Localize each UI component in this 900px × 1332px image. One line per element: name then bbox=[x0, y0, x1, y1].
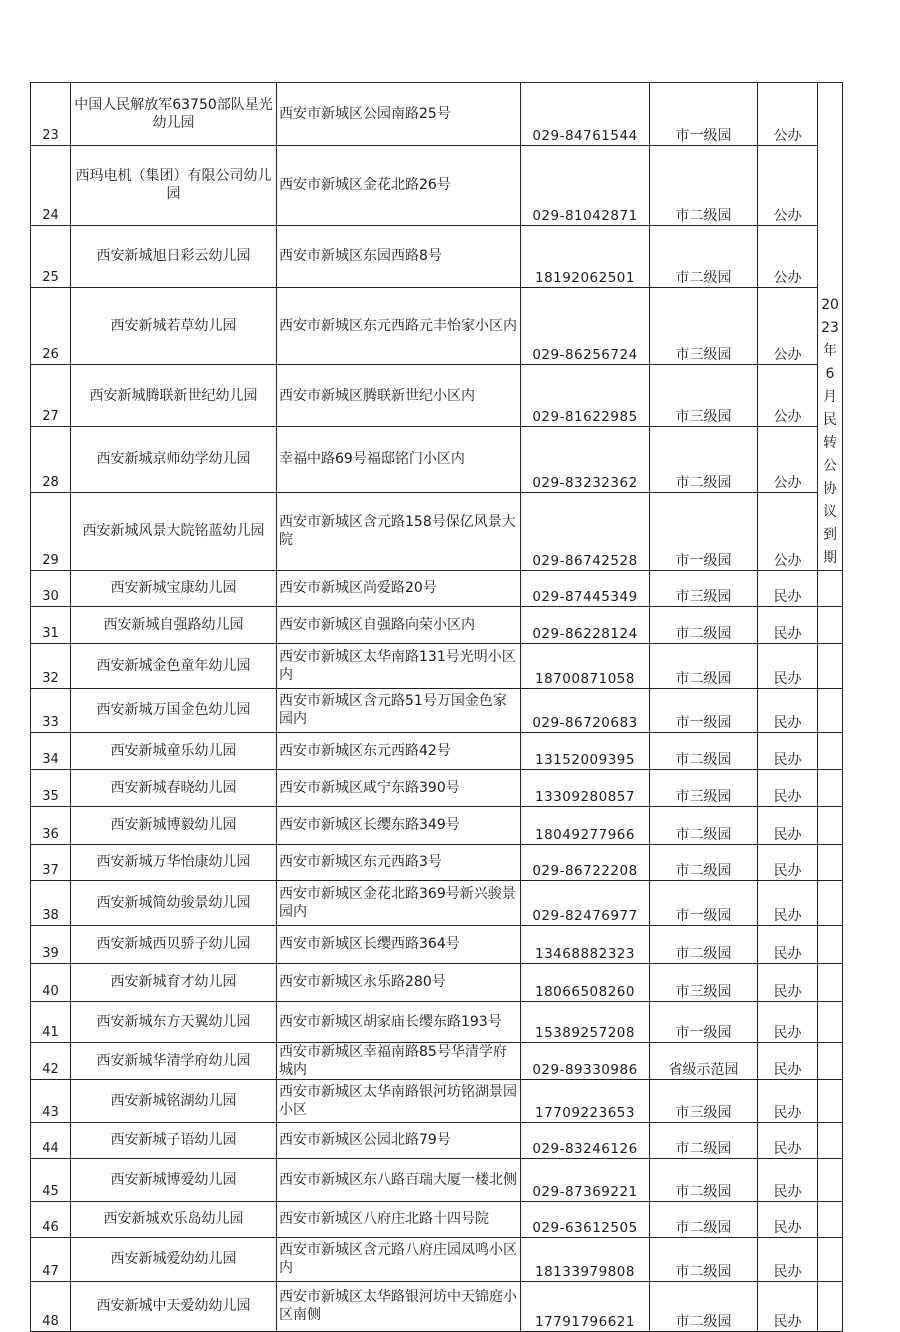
table-row bbox=[31, 732, 843, 769]
kindergarten-name: 西安新城博爱幼儿园 bbox=[71, 1158, 277, 1201]
table-row bbox=[31, 1042, 843, 1079]
kindergarten-type: 民办 bbox=[758, 963, 818, 1001]
row-number: 46 bbox=[31, 1201, 71, 1237]
kindergarten-phone: 029-63612505 bbox=[521, 1201, 650, 1237]
row-number: 32 bbox=[31, 643, 71, 688]
row-number: 47 bbox=[31, 1237, 71, 1281]
kindergarten-address: 西安市新城区公园南路25号 bbox=[277, 83, 521, 146]
kindergarten-type: 民办 bbox=[758, 1281, 818, 1331]
row-number: 24 bbox=[31, 146, 71, 226]
kindergarten-type: 民办 bbox=[758, 732, 818, 769]
row-number: 39 bbox=[31, 925, 71, 963]
kindergarten-level: 市二级园 bbox=[650, 844, 758, 880]
kindergarten-level: 市二级园 bbox=[650, 1122, 758, 1158]
kindergarten-level: 市二级园 bbox=[650, 1201, 758, 1237]
table-row bbox=[31, 146, 843, 226]
kindergarten-phone: 029-83246126 bbox=[521, 1122, 650, 1158]
kindergarten-name: 西安新城金色童年幼儿园 bbox=[71, 643, 277, 688]
kindergarten-address: 西安市新城区含元路158号保亿风景大院 bbox=[277, 492, 521, 570]
table-row bbox=[31, 1237, 843, 1281]
kindergarten-level: 市二级园 bbox=[650, 806, 758, 844]
kindergarten-level: 市二级园 bbox=[650, 925, 758, 963]
row-number: 44 bbox=[31, 1122, 71, 1158]
kindergarten-address: 西安市新城区永乐路280号 bbox=[277, 963, 521, 1001]
kindergarten-address: 西安市新城区东元西路42号 bbox=[277, 732, 521, 769]
table-row bbox=[31, 1079, 843, 1122]
row-number: 33 bbox=[31, 688, 71, 732]
kindergarten-name: 西安新城简幼骏景幼儿园 bbox=[71, 880, 277, 925]
kindergarten-level: 市一级园 bbox=[650, 83, 758, 146]
row-number: 37 bbox=[31, 844, 71, 880]
table-row bbox=[31, 1281, 843, 1331]
table-row bbox=[31, 688, 843, 732]
kindergarten-type: 公办 bbox=[758, 365, 818, 427]
kindergarten-name: 西安新城西贝骄子幼儿园 bbox=[71, 925, 277, 963]
kindergarten-phone: 18133979808 bbox=[521, 1237, 650, 1281]
kindergarten-name: 西安新城华清学府幼儿园 bbox=[71, 1042, 277, 1079]
kindergarten-address: 西安市新城区太华路银河坊中天锦庭小区南侧 bbox=[277, 1281, 521, 1331]
table-row bbox=[31, 570, 843, 606]
kindergarten-name: 西安新城春晓幼儿园 bbox=[71, 769, 277, 806]
kindergarten-type: 民办 bbox=[758, 806, 818, 844]
kindergarten-type: 民办 bbox=[758, 1079, 818, 1122]
kindergarten-address: 西安市新城区胡家庙长缨东路193号 bbox=[277, 1001, 521, 1042]
kindergarten-level: 市二级园 bbox=[650, 1281, 758, 1331]
kindergarten-type: 民办 bbox=[758, 1001, 818, 1042]
remark-cell bbox=[818, 925, 843, 963]
table-row bbox=[31, 1158, 843, 1201]
kindergarten-name: 西安新城万华怡康幼儿园 bbox=[71, 844, 277, 880]
remark-cell bbox=[818, 643, 843, 688]
remark-cell bbox=[818, 1079, 843, 1122]
table-row bbox=[31, 1122, 843, 1158]
kindergarten-type: 民办 bbox=[758, 844, 818, 880]
kindergarten-type: 公办 bbox=[758, 225, 818, 287]
kindergarten-phone: 029-87369221 bbox=[521, 1158, 650, 1201]
kindergarten-level: 市一级园 bbox=[650, 1001, 758, 1042]
kindergarten-name: 西玛电机（集团）有限公司幼儿园 bbox=[71, 146, 277, 226]
table-row bbox=[31, 365, 843, 427]
kindergarten-name: 中国人民解放军63750部队星光幼儿园 bbox=[71, 83, 277, 146]
row-number: 48 bbox=[31, 1281, 71, 1331]
kindergarten-phone: 029-84761544 bbox=[521, 83, 650, 146]
table-row bbox=[31, 844, 843, 880]
table-row bbox=[31, 287, 843, 365]
table-row bbox=[31, 83, 843, 146]
kindergarten-type: 民办 bbox=[758, 880, 818, 925]
kindergarten-level: 市三级园 bbox=[650, 769, 758, 806]
kindergarten-name: 西安新城子语幼儿园 bbox=[71, 1122, 277, 1158]
kindergarten-type: 公办 bbox=[758, 492, 818, 570]
table-row bbox=[31, 806, 843, 844]
kindergarten-address: 西安市新城区八府庄北路十四号院 bbox=[277, 1201, 521, 1237]
kindergarten-type: 公办 bbox=[758, 83, 818, 146]
remark-cell bbox=[818, 1122, 843, 1158]
kindergarten-level: 市二级园 bbox=[650, 225, 758, 287]
kindergarten-level: 市三级园 bbox=[650, 570, 758, 606]
kindergarten-address: 西安市新城区金花北路26号 bbox=[277, 146, 521, 226]
kindergarten-type: 公办 bbox=[758, 287, 818, 365]
kindergarten-address: 西安市新城区含元路八府庄园凤鸣小区内 bbox=[277, 1237, 521, 1281]
kindergarten-phone: 18700871058 bbox=[521, 643, 650, 688]
kindergarten-phone: 15389257208 bbox=[521, 1001, 650, 1042]
kindergarten-name: 西安新城京师幼学幼儿园 bbox=[71, 427, 277, 492]
remark-note: 2023年6月民转公协议到期 bbox=[821, 296, 839, 566]
kindergarten-address: 西安市新城区腾联新世纪小区内 bbox=[277, 365, 521, 427]
table-row bbox=[31, 880, 843, 925]
kindergarten-level: 市二级园 bbox=[650, 606, 758, 643]
table-row bbox=[31, 963, 843, 1001]
kindergarten-type: 民办 bbox=[758, 643, 818, 688]
row-number: 40 bbox=[31, 963, 71, 1001]
table-row bbox=[31, 769, 843, 806]
kindergarten-phone: 13468882323 bbox=[521, 925, 650, 963]
remark-cell bbox=[818, 844, 843, 880]
kindergarten-phone: 029-86742528 bbox=[521, 492, 650, 570]
kindergarten-phone: 18066508260 bbox=[521, 963, 650, 1001]
kindergarten-name: 西安新城育才幼儿园 bbox=[71, 963, 277, 1001]
table-row bbox=[31, 492, 843, 570]
remark-cell bbox=[818, 1001, 843, 1042]
kindergarten-type: 民办 bbox=[758, 1201, 818, 1237]
kindergarten-name: 西安新城自强路幼儿园 bbox=[71, 606, 277, 643]
kindergarten-level: 市二级园 bbox=[650, 146, 758, 226]
kindergarten-level: 市二级园 bbox=[650, 1158, 758, 1201]
kindergarten-level: 市二级园 bbox=[650, 427, 758, 492]
kindergarten-address: 西安市新城区公园北路79号 bbox=[277, 1122, 521, 1158]
kindergarten-name: 西安新城万国金色幼儿园 bbox=[71, 688, 277, 732]
kindergarten-level: 市二级园 bbox=[650, 643, 758, 688]
kindergarten-address: 西安市新城区长缨西路364号 bbox=[277, 925, 521, 963]
kindergarten-name: 西安新城东方天翼幼儿园 bbox=[71, 1001, 277, 1042]
kindergarten-level: 市二级园 bbox=[650, 732, 758, 769]
kindergarten-address: 西安市新城区东园西路8号 bbox=[277, 225, 521, 287]
kindergarten-address: 幸福中路69号福邸铭门小区内 bbox=[277, 427, 521, 492]
kindergarten-address: 西安市新城区东八路百瑞大厦一楼北侧 bbox=[277, 1158, 521, 1201]
kindergarten-name: 西安新城宝康幼儿园 bbox=[71, 570, 277, 606]
kindergarten-type: 民办 bbox=[758, 688, 818, 732]
row-number: 35 bbox=[31, 769, 71, 806]
kindergarten-phone: 029-89330986 bbox=[521, 1042, 650, 1079]
kindergarten-name: 西安新城中天爱幼幼儿园 bbox=[71, 1281, 277, 1331]
kindergarten-phone: 13152009395 bbox=[521, 732, 650, 769]
kindergarten-name: 西安新城博毅幼儿园 bbox=[71, 806, 277, 844]
table-row bbox=[31, 606, 843, 643]
kindergarten-phone: 17791796621 bbox=[521, 1281, 650, 1331]
kindergarten-level: 省级示范园 bbox=[650, 1042, 758, 1079]
kindergarten-type: 民办 bbox=[758, 1042, 818, 1079]
kindergarten-name: 西安新城欢乐岛幼儿园 bbox=[71, 1201, 277, 1237]
kindergarten-type: 民办 bbox=[758, 606, 818, 643]
kindergarten-name: 西安新城风景大院铭蓝幼儿园 bbox=[71, 492, 277, 570]
kindergarten-phone: 18192062501 bbox=[521, 225, 650, 287]
kindergarten-address: 西安市新城区东元西路元丰怡家小区内 bbox=[277, 287, 521, 365]
kindergarten-phone: 029-86256724 bbox=[521, 287, 650, 365]
row-number: 30 bbox=[31, 570, 71, 606]
kindergarten-name: 西安新城旭日彩云幼儿园 bbox=[71, 225, 277, 287]
remark-cell bbox=[818, 1281, 843, 1331]
remark-cell bbox=[818, 769, 843, 806]
table-body bbox=[31, 83, 843, 1332]
row-number: 38 bbox=[31, 880, 71, 925]
remark-cell bbox=[818, 83, 843, 146]
kindergarten-address: 西安市新城区金花北路369号新兴骏景园内 bbox=[277, 880, 521, 925]
kindergarten-level: 市二级园 bbox=[650, 1237, 758, 1281]
kindergarten-address: 西安市新城区咸宁东路390号 bbox=[277, 769, 521, 806]
kindergarten-type: 民办 bbox=[758, 1122, 818, 1158]
row-number: 25 bbox=[31, 225, 71, 287]
table-row bbox=[31, 1201, 843, 1237]
row-number: 31 bbox=[31, 606, 71, 643]
kindergarten-address: 西安市新城区太华南路131号光明小区内 bbox=[277, 643, 521, 688]
kindergarten-name: 西安新城铭湖幼儿园 bbox=[71, 1079, 277, 1122]
row-number: 28 bbox=[31, 427, 71, 492]
kindergarten-type: 民办 bbox=[758, 1237, 818, 1281]
kindergarten-phone: 029-82476977 bbox=[521, 880, 650, 925]
kindergarten-phone: 029-87445349 bbox=[521, 570, 650, 606]
kindergarten-address: 西安市新城区长缨东路349号 bbox=[277, 806, 521, 844]
kindergarten-phone: 13309280857 bbox=[521, 769, 650, 806]
kindergarten-address: 西安市新城区太华南路银河坊铭湖景园小区 bbox=[277, 1079, 521, 1122]
remark-cell bbox=[818, 1237, 843, 1281]
kindergarten-name: 西安新城童乐幼儿园 bbox=[71, 732, 277, 769]
remark-cell bbox=[818, 1042, 843, 1079]
row-number: 29 bbox=[31, 492, 71, 570]
remark-cell bbox=[818, 606, 843, 643]
remark-cell bbox=[818, 1158, 843, 1201]
remark-cell bbox=[818, 570, 843, 606]
kindergarten-name: 西安新城腾联新世纪幼儿园 bbox=[71, 365, 277, 427]
table-row bbox=[31, 925, 843, 963]
kindergarten-type: 民办 bbox=[758, 1158, 818, 1201]
kindergarten-phone: 18049277966 bbox=[521, 806, 650, 844]
kindergarten-address: 西安市新城区尚爱路20号 bbox=[277, 570, 521, 606]
table-row bbox=[31, 225, 843, 287]
kindergarten-type: 民办 bbox=[758, 570, 818, 606]
kindergarten-name: 西安新城若草幼儿园 bbox=[71, 287, 277, 365]
kindergarten-level: 市一级园 bbox=[650, 688, 758, 732]
kindergarten-type: 民办 bbox=[758, 769, 818, 806]
remark-cell bbox=[818, 688, 843, 732]
kindergarten-phone: 029-83232362 bbox=[521, 427, 650, 492]
kindergarten-level: 市三级园 bbox=[650, 963, 758, 1001]
remark-cell bbox=[818, 880, 843, 925]
kindergarten-phone: 029-81042871 bbox=[521, 146, 650, 226]
kindergarten-address: 西安市新城区东元西路3号 bbox=[277, 844, 521, 880]
row-number: 42 bbox=[31, 1042, 71, 1079]
remark-cell bbox=[818, 146, 843, 571]
kindergarten-phone: 029-81622985 bbox=[521, 365, 650, 427]
row-number: 27 bbox=[31, 365, 71, 427]
kindergarten-level: 市三级园 bbox=[650, 1079, 758, 1122]
kindergarten-phone: 17709223653 bbox=[521, 1079, 650, 1122]
row-number: 26 bbox=[31, 287, 71, 365]
row-number: 43 bbox=[31, 1079, 71, 1122]
row-number: 23 bbox=[31, 83, 71, 146]
remark-cell bbox=[818, 806, 843, 844]
remark-cell bbox=[818, 963, 843, 1001]
row-number: 41 bbox=[31, 1001, 71, 1042]
kindergarten-level: 市三级园 bbox=[650, 365, 758, 427]
remark-cell bbox=[818, 732, 843, 769]
kindergarten-address: 西安市新城区幸福南路85号华清学府城内 bbox=[277, 1042, 521, 1079]
kindergarten-phone: 029-86720683 bbox=[521, 688, 650, 732]
kindergarten-level: 市一级园 bbox=[650, 492, 758, 570]
table-row bbox=[31, 1001, 843, 1042]
remark-cell bbox=[818, 1201, 843, 1237]
kindergarten-phone: 029-86722208 bbox=[521, 844, 650, 880]
row-number: 34 bbox=[31, 732, 71, 769]
kindergarten-type: 公办 bbox=[758, 427, 818, 492]
kindergarten-type: 民办 bbox=[758, 925, 818, 963]
kindergarten-name: 西安新城爱幼幼儿园 bbox=[71, 1237, 277, 1281]
kindergarten-table bbox=[30, 82, 843, 1332]
row-number: 45 bbox=[31, 1158, 71, 1201]
row-number: 36 bbox=[31, 806, 71, 844]
kindergarten-level: 市三级园 bbox=[650, 287, 758, 365]
kindergarten-address: 西安市新城区含元路51号万国金色家园内 bbox=[277, 688, 521, 732]
kindergarten-address: 西安市新城区自强路向荣小区内 bbox=[277, 606, 521, 643]
table-row bbox=[31, 427, 843, 492]
table-row bbox=[31, 643, 843, 688]
kindergarten-phone: 029-86228124 bbox=[521, 606, 650, 643]
kindergarten-level: 市一级园 bbox=[650, 880, 758, 925]
kindergarten-type: 公办 bbox=[758, 146, 818, 226]
